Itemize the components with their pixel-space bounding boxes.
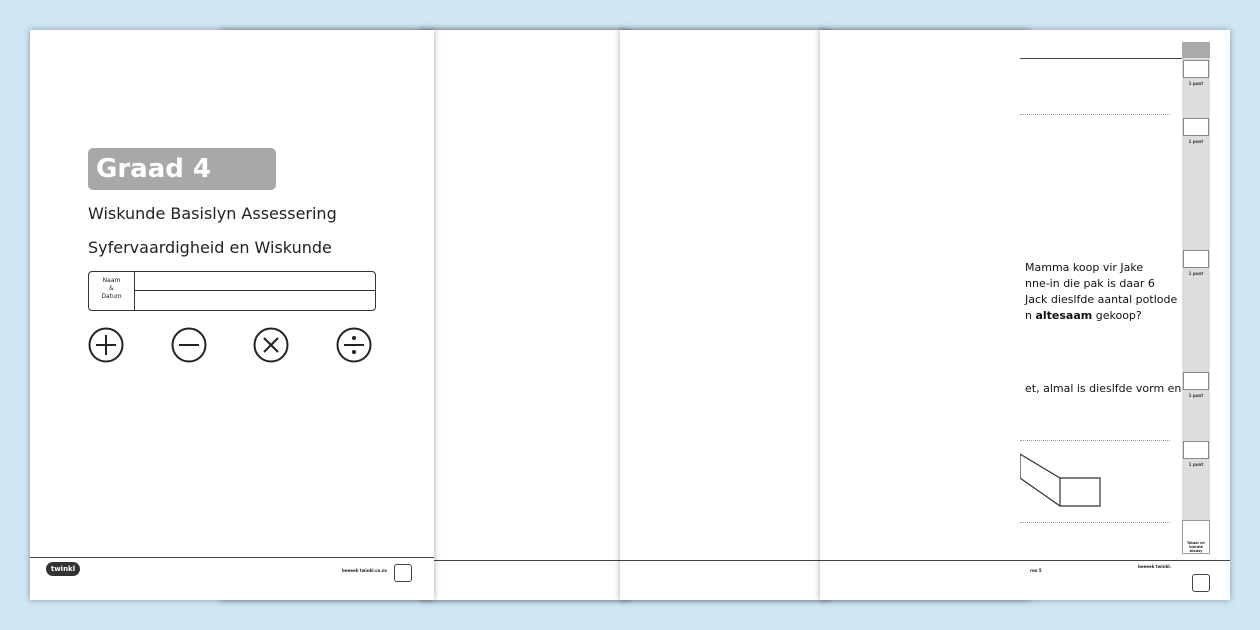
question-text: Jack dieslfde aantal potlode: [1025, 293, 1178, 306]
question-text: Mamma koop vir Jake: [1025, 261, 1144, 274]
worksheet-page-5: [820, 30, 1230, 600]
mark-box[interactable]: [1183, 372, 1209, 390]
name-date-box: [88, 271, 376, 311]
mark-box[interactable]: [1183, 118, 1209, 136]
question-text: n altesaam gekoop?: [1025, 309, 1142, 322]
grade-badge: Graad 4: [88, 148, 276, 190]
footer-site: beeeek twinkl.: [1138, 564, 1172, 569]
assessment-title: Wiskunde Basislyn Assessering: [88, 204, 337, 223]
divide-icon: [336, 327, 372, 363]
name-field[interactable]: [135, 290, 375, 291]
mark-box[interactable]: [1183, 60, 1209, 78]
mark-label: 1 punt: [1188, 271, 1204, 276]
badge-icon: [1192, 574, 1210, 592]
name-date-label: Naam & Datum: [89, 272, 135, 310]
mark-box[interactable]: [1183, 441, 1209, 459]
question-text: et, almal is dieslfde vorm en: [1025, 382, 1182, 395]
mark-label: 1 punt: [1188, 139, 1204, 144]
mark-label: 1 punt: [1188, 393, 1204, 398]
minus-icon: [171, 327, 207, 363]
multiply-icon: [253, 327, 289, 363]
marks-column: [1182, 42, 1210, 554]
mark-label: 1 punt: [1188, 81, 1204, 86]
mark-box[interactable]: [1183, 250, 1209, 268]
badge-icon: [394, 564, 412, 582]
footer-site: beeeek twinkl.co.za: [342, 568, 387, 573]
assessment-subtitle: Syfervaardigheid en Wiskunde: [88, 238, 332, 257]
cover-page: [30, 30, 434, 600]
answer-line: [1020, 58, 1192, 59]
question-text: nne-in die pak is daar 6: [1025, 277, 1155, 290]
footer-text: ren 5: [1030, 568, 1042, 573]
page-total-box[interactable]: Totaal vir hierdie bladsy: [1182, 520, 1210, 554]
twinkl-logo: twinkl: [46, 562, 80, 576]
cuboid-shape: [1020, 448, 1110, 508]
mark-label: 1 punt: [1188, 462, 1204, 467]
plus-icon: [88, 327, 124, 363]
